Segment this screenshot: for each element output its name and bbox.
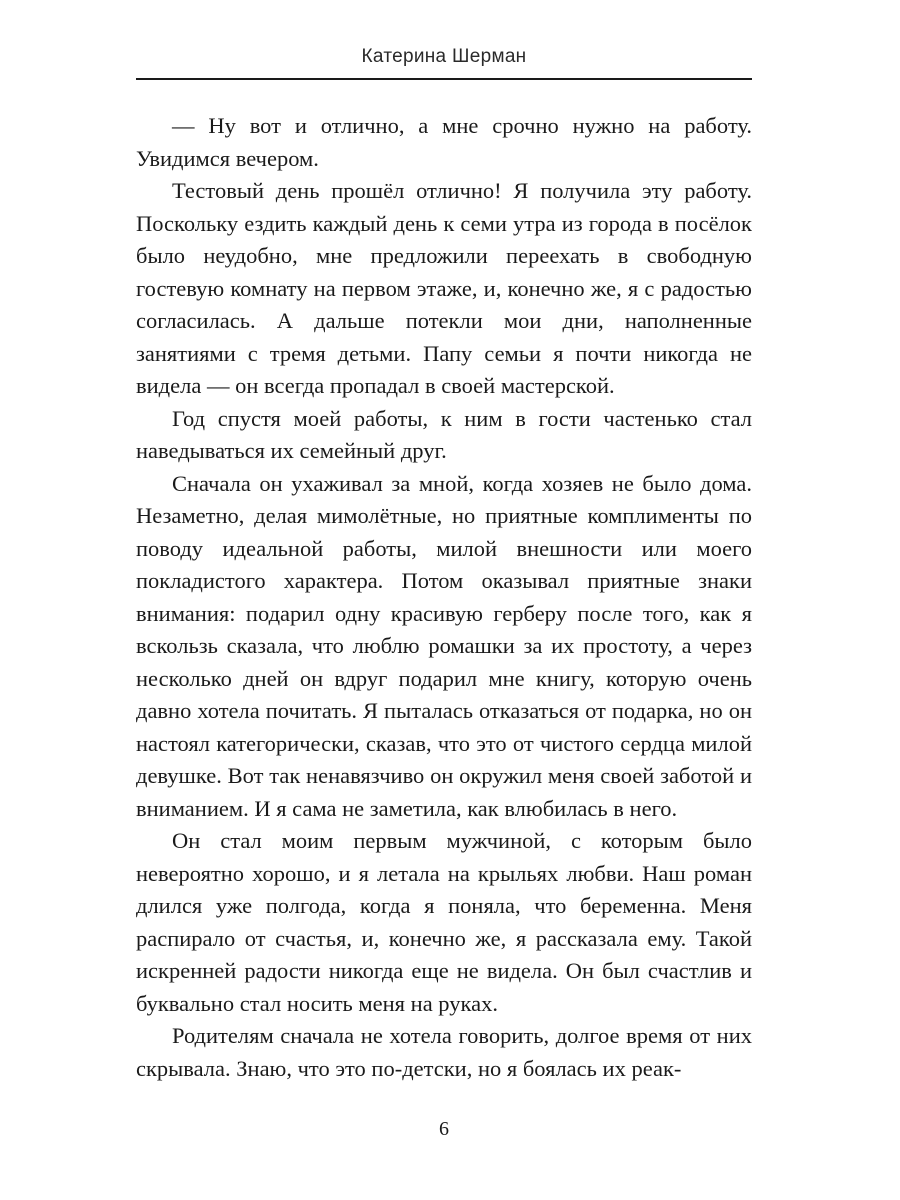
header-rule	[136, 78, 752, 80]
paragraph: Он стал моим первым мужчиной, с которым было невероятно хорошо, и я летала на крыльях любви. Наш роман длился уже полгода, когда я поняла, что беременна. Меня распирало от счастья, и, конечно же, я рассказала ему. Такой искренней радости никогда еще не видела. Он был счастлив и буквально стал носить меня на руках.	[136, 828, 752, 1016]
page-number: 6	[439, 1118, 449, 1140]
paragraph: — Ну вот и отлично, а мне срочно нужно на работу. Увидимся вечером.	[136, 113, 752, 171]
paragraph: Тестовый день прошёл отлично! Я получила эту работу. Поскольку ездить каждый день к семи утра из города в посёлок было неудобно, мне предложили переехать в свободную гостевую комнату на первом этаже, и, конечно же, я с радостью согласилась. А дальше потекли мои дни, наполненные занятиями с тремя детьми. Папу семьи я почти никогда не видела — он всегда пропадал в своей мастерской.	[136, 178, 752, 398]
body-text	[136, 110, 752, 1085]
paragraph: Год спустя моей работы, к ним в гости частенько стал наведываться их семейный друг.	[136, 405, 752, 463]
paragraph: Сначала он ухаживал за мной, когда хозяев не было дома. Незаметно, делая мимолётные, но приятные комплименты по поводу идеальной работы, милой внешности или моего покладистого характера. Потом оказывал приятные знаки внимания: подарил одну красивую герберу после того, как я вскользь сказала, что люблю ромашки за их простоту, а через несколько дней он вдруг подарил мне книгу, которую очень давно хотела почитать. Я пыталась отказаться от подарка, но он настоял категорически, сказав, что это от чистого сердца милой девушке. Вот так ненавязчиво он окружил меня своей заботой и вниманием. И я сама не заметила, как влюбилась в него.	[136, 470, 752, 821]
paragraph: Родителям сначала не хотела говорить, долгое время от них скрывала. Знаю, что это по-детски, но я боялась их реак-	[136, 1023, 752, 1081]
running-head-author: Катерина Шерман	[361, 46, 527, 67]
